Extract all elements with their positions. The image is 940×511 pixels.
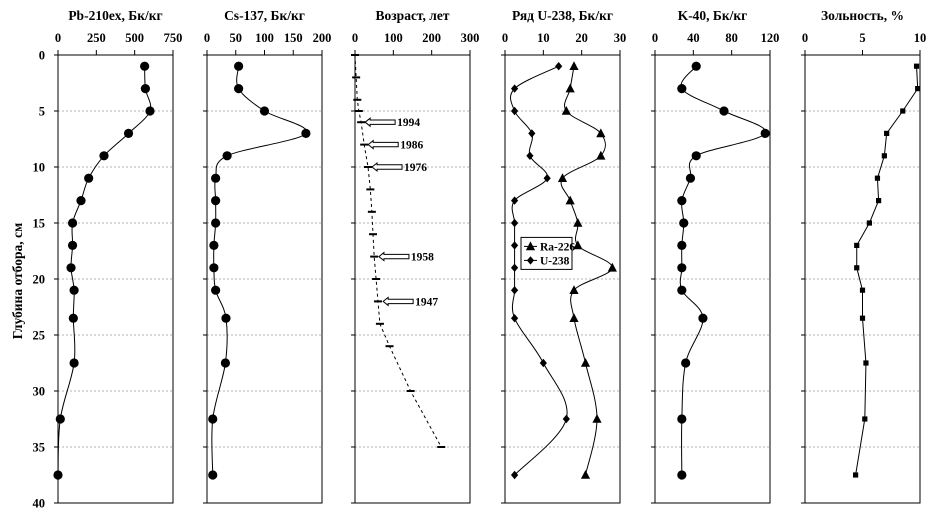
x-tick-label: 0 bbox=[351, 31, 359, 45]
data-point bbox=[853, 472, 858, 477]
data-point bbox=[761, 129, 770, 138]
x-tick-label: 100 bbox=[383, 31, 403, 45]
data-point bbox=[53, 470, 62, 479]
data-point bbox=[596, 151, 605, 160]
data-point bbox=[140, 62, 149, 71]
data-point bbox=[76, 196, 85, 205]
x-tick-label: 100 bbox=[255, 31, 274, 45]
data-point bbox=[882, 153, 887, 158]
series-line bbox=[561, 66, 612, 475]
data-point bbox=[221, 358, 230, 367]
data-point bbox=[867, 220, 872, 225]
data-point bbox=[677, 286, 686, 295]
data-point bbox=[569, 285, 578, 294]
data-point bbox=[596, 128, 605, 137]
data-point bbox=[234, 84, 243, 93]
y-tick-label: 10 bbox=[32, 160, 45, 175]
x-tick-label: 0 bbox=[651, 31, 659, 45]
data-point bbox=[555, 62, 562, 70]
data-point bbox=[124, 129, 133, 138]
x-tick-label: 200 bbox=[422, 31, 442, 45]
data-point bbox=[70, 286, 79, 295]
x-tick-label: 200 bbox=[312, 31, 332, 45]
panel-5 bbox=[651, 8, 779, 503]
data-point bbox=[70, 358, 79, 367]
data-point bbox=[686, 174, 695, 183]
data-point bbox=[223, 151, 232, 160]
annotation-label: 1976 bbox=[404, 162, 428, 174]
y-axis-label-group bbox=[10, 223, 25, 339]
data-point bbox=[698, 314, 707, 323]
data-point bbox=[915, 86, 920, 91]
annotation-label: 1947 bbox=[415, 296, 439, 309]
series-line bbox=[680, 66, 765, 475]
y-tick-label: 35 bbox=[32, 440, 45, 455]
x-tick-label: 20 bbox=[575, 31, 588, 45]
x-tick-label: 0 bbox=[801, 31, 809, 45]
y-tick-label: 40 bbox=[32, 496, 45, 511]
panel-4 bbox=[501, 8, 626, 503]
data-point bbox=[566, 84, 575, 93]
data-point bbox=[511, 241, 518, 249]
data-point bbox=[84, 174, 93, 183]
data-point bbox=[69, 314, 78, 323]
data-point bbox=[526, 152, 533, 160]
data-point bbox=[884, 131, 889, 136]
data-point bbox=[211, 218, 220, 227]
data-point bbox=[511, 286, 518, 294]
panel-title: Cs-137, Бк/кг bbox=[224, 8, 305, 23]
data-point bbox=[234, 62, 243, 71]
y-tick-label: 5 bbox=[38, 104, 45, 119]
data-point bbox=[145, 106, 154, 115]
data-point bbox=[209, 263, 218, 272]
series-line bbox=[511, 66, 568, 475]
data-point bbox=[511, 107, 518, 115]
data-point bbox=[563, 415, 570, 423]
data-point bbox=[860, 288, 865, 293]
data-point bbox=[692, 62, 701, 71]
annotation-label: 1958 bbox=[410, 251, 434, 264]
annotation-arrow bbox=[379, 253, 409, 261]
data-point bbox=[592, 414, 601, 423]
data-point bbox=[677, 470, 686, 479]
panel-6 bbox=[801, 8, 926, 503]
x-tick-label: 10 bbox=[537, 31, 550, 45]
data-point bbox=[681, 358, 690, 367]
data-point bbox=[854, 243, 859, 248]
data-point bbox=[863, 360, 868, 365]
x-tick-label: 250 bbox=[86, 31, 106, 45]
data-point bbox=[56, 414, 65, 423]
data-point bbox=[569, 61, 578, 70]
annotation-arrow bbox=[368, 141, 398, 149]
panel-1 bbox=[33, 8, 183, 511]
data-point bbox=[677, 196, 686, 205]
data-point bbox=[211, 174, 220, 183]
data-point bbox=[141, 84, 150, 93]
data-point bbox=[209, 241, 218, 250]
data-point bbox=[558, 173, 567, 182]
x-tick-label: 80 bbox=[725, 31, 738, 45]
data-point bbox=[66, 263, 75, 272]
data-point bbox=[862, 416, 867, 421]
legend-label: Ra-226 bbox=[540, 241, 576, 254]
x-tick-label: 30 bbox=[613, 31, 627, 45]
data-point bbox=[677, 414, 686, 423]
data-point bbox=[260, 106, 269, 115]
panel-2 bbox=[203, 8, 331, 503]
y-tick-label: 30 bbox=[32, 384, 45, 399]
data-point bbox=[677, 263, 686, 272]
legend bbox=[521, 237, 575, 269]
data-point bbox=[511, 314, 518, 322]
annotation-label: 1994 bbox=[397, 117, 421, 130]
data-point bbox=[692, 151, 701, 160]
x-tick-label: 0 bbox=[203, 31, 211, 45]
x-tick-label: 0 bbox=[54, 31, 62, 45]
data-point bbox=[875, 176, 880, 181]
x-tick-label: 50 bbox=[229, 31, 242, 45]
data-point bbox=[208, 414, 217, 423]
data-point bbox=[211, 286, 220, 295]
data-point bbox=[581, 358, 590, 367]
x-tick-label: 0 bbox=[501, 31, 509, 45]
data-point bbox=[68, 218, 77, 227]
data-point bbox=[540, 359, 547, 367]
y-tick-label: 25 bbox=[32, 328, 45, 343]
x-tick-label: 300 bbox=[460, 31, 480, 45]
data-point bbox=[301, 129, 310, 138]
data-point bbox=[914, 64, 919, 69]
data-point bbox=[900, 108, 905, 113]
data-point bbox=[208, 470, 217, 479]
data-point bbox=[860, 316, 865, 321]
annotation-arrow bbox=[372, 163, 402, 171]
data-point bbox=[581, 470, 590, 479]
data-point bbox=[573, 218, 582, 227]
series-line bbox=[212, 66, 307, 475]
annotation-arrow bbox=[365, 118, 395, 126]
x-tick-label: 40 bbox=[687, 31, 700, 45]
legend-label: U-238 bbox=[540, 255, 570, 268]
y-tick-label: 15 bbox=[32, 216, 45, 231]
panel-title: K-40, Бк/кг bbox=[677, 8, 748, 23]
data-point bbox=[511, 264, 518, 272]
panel-title: Pb-210ex, Бк/кг bbox=[68, 8, 163, 23]
data-point bbox=[679, 218, 688, 227]
data-point bbox=[608, 263, 617, 272]
data-point bbox=[528, 129, 535, 137]
annotation-arrow bbox=[383, 297, 413, 305]
x-tick-label: 750 bbox=[163, 31, 183, 45]
data-point bbox=[677, 84, 686, 93]
data-point bbox=[68, 241, 77, 250]
x-tick-label: 5 bbox=[859, 31, 866, 45]
annotation-label: 1986 bbox=[400, 139, 424, 152]
data-point bbox=[211, 196, 220, 205]
data-point bbox=[562, 106, 571, 115]
data-point bbox=[677, 241, 686, 250]
data-point bbox=[569, 313, 578, 322]
data-point bbox=[99, 151, 108, 160]
x-tick-label: 150 bbox=[283, 31, 303, 45]
panel-title: Ряд U-238, Бк/кг bbox=[511, 8, 614, 23]
panel-3 bbox=[351, 8, 479, 503]
y-tick-label: 20 bbox=[32, 272, 45, 287]
data-point bbox=[876, 198, 881, 203]
x-tick-label: 120 bbox=[760, 31, 780, 45]
data-point bbox=[854, 265, 859, 270]
x-tick-label: 10 bbox=[913, 31, 927, 45]
series-line bbox=[856, 66, 918, 475]
data-point bbox=[719, 106, 728, 115]
x-tick-label: 500 bbox=[125, 31, 145, 45]
data-point bbox=[221, 314, 230, 323]
panel-title: Зольность, % bbox=[821, 8, 904, 23]
data-point bbox=[511, 219, 518, 227]
chart-panels bbox=[33, 8, 927, 511]
data-point bbox=[566, 196, 575, 205]
panel-title: Возраст, лет bbox=[375, 8, 450, 23]
y-tick-label: 0 bbox=[38, 48, 45, 63]
y-axis-label: Глубина отбора, см bbox=[10, 222, 25, 340]
